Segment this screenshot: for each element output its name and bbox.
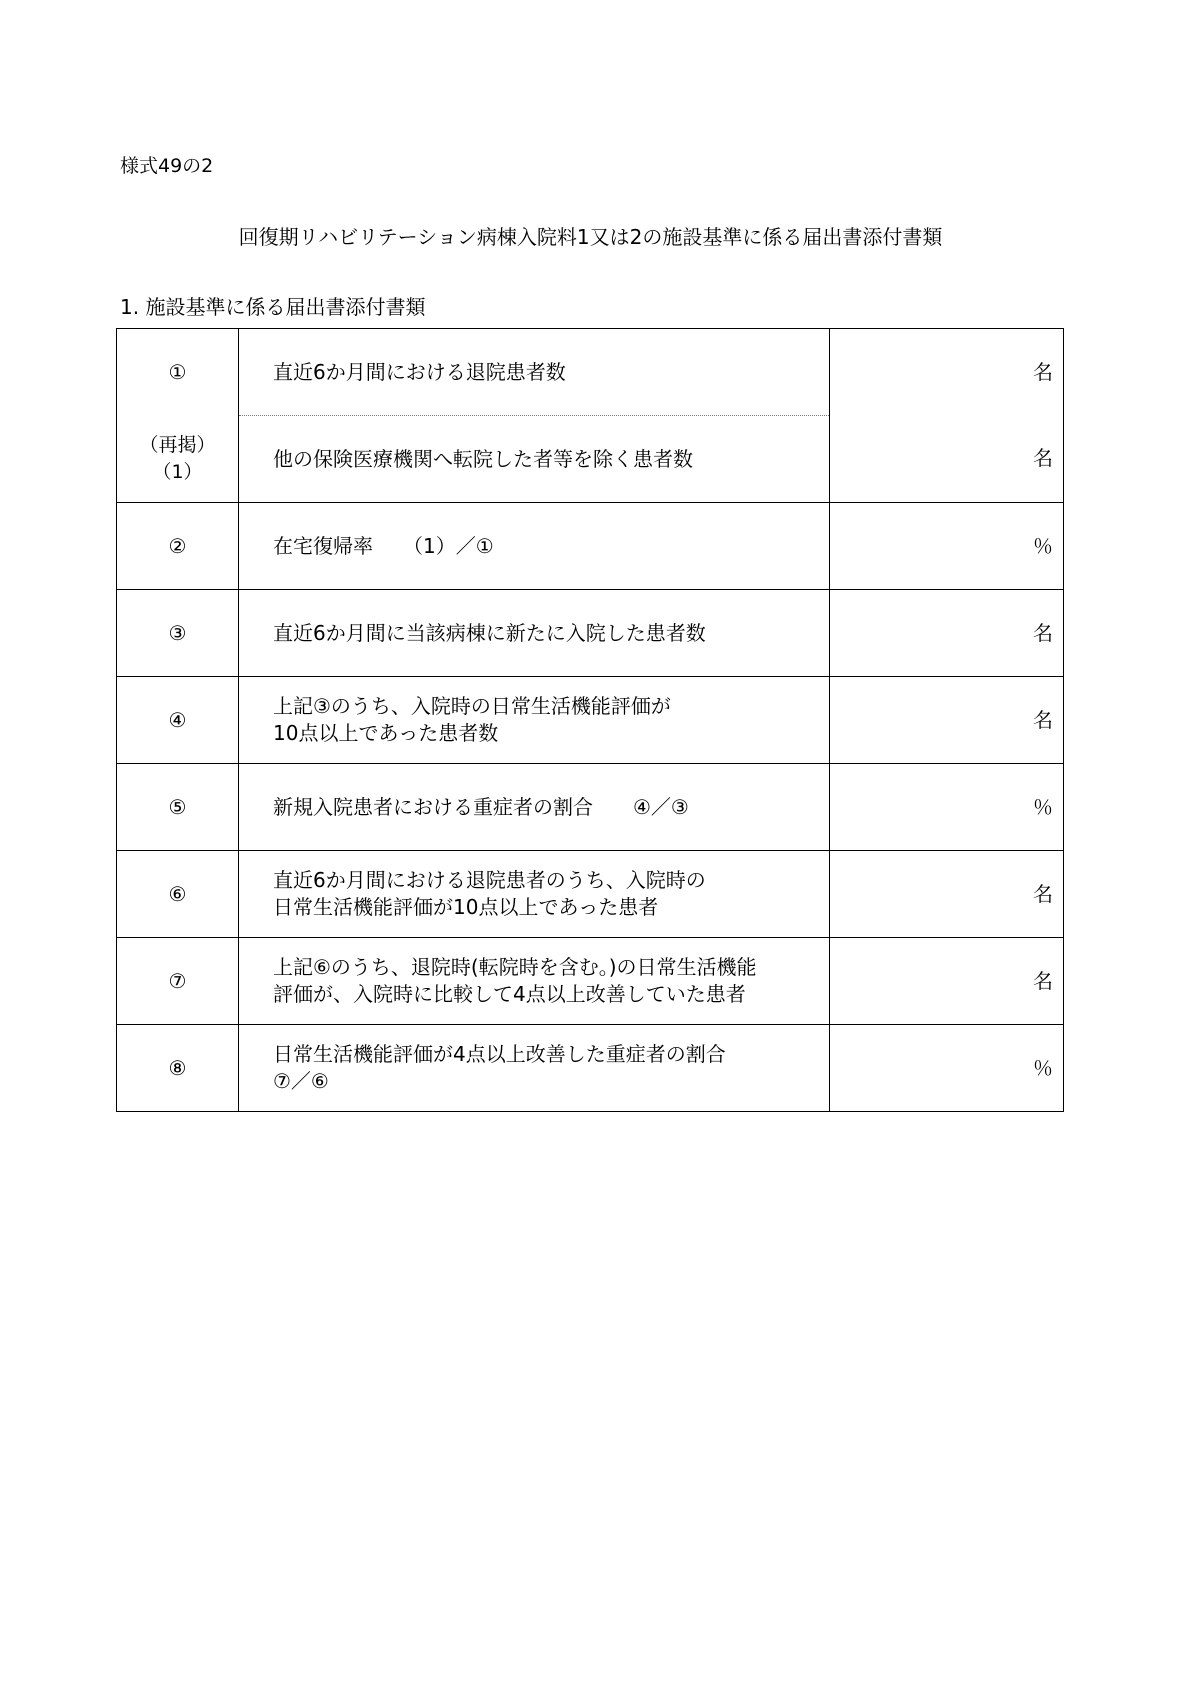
form-number: 様式49の2 bbox=[120, 155, 214, 177]
row-unit: ％ bbox=[830, 1025, 1064, 1112]
row-number bbox=[117, 416, 239, 503]
row-unit: 名 bbox=[830, 677, 1064, 764]
row-number-line: （再掲） bbox=[139, 433, 216, 456]
row-item bbox=[239, 503, 830, 590]
row-unit: 名 bbox=[830, 938, 1064, 1025]
criteria-table bbox=[116, 328, 1064, 1112]
row-unit: ％ bbox=[830, 503, 1064, 590]
row-item-line: 直近6か月間に当該病棟に新たに入院した患者数 bbox=[273, 620, 706, 645]
section-heading: 1. 施設基準に係る届出書添付書類 bbox=[120, 295, 426, 319]
table-row-8 bbox=[117, 1025, 1064, 1112]
row-item-line: 直近6か月間における退院患者数 bbox=[273, 359, 566, 384]
table-row-2 bbox=[117, 503, 1064, 590]
row-item bbox=[239, 851, 830, 938]
row-item-line: 新規入院患者における重症者の割合 ④／③ bbox=[273, 794, 689, 819]
row-item bbox=[239, 938, 830, 1025]
row-item bbox=[239, 590, 830, 677]
table-row-1 bbox=[117, 329, 1064, 416]
table-row-7 bbox=[117, 938, 1064, 1025]
row-item-line: 直近6か月間における退院患者のうち、入院時の bbox=[273, 868, 706, 892]
document-title: 回復期リハビリテーション病棟入院料1又は2の施設基準に係る届出書添付書類 bbox=[238, 225, 943, 249]
row-item-line: 在宅復帰率 （1）／① bbox=[273, 533, 494, 558]
row-item-line: 日常生活機能評価が10点以上であった患者 bbox=[273, 895, 659, 919]
row-number: ① bbox=[117, 329, 239, 416]
row-unit: 名 bbox=[830, 416, 1064, 503]
row-item-line: 他の保険医療機関へ転院した者等を除く患者数 bbox=[273, 446, 693, 471]
row-item-line: 日常生活機能評価が4点以上改善した重症者の割合 bbox=[273, 1042, 726, 1066]
row-item bbox=[239, 677, 830, 764]
row-unit: 名 bbox=[830, 590, 1064, 677]
row-number: ⑤ bbox=[117, 764, 239, 851]
row-item-line: ⑦／⑥ bbox=[273, 1069, 329, 1093]
row-number: ⑧ bbox=[117, 1025, 239, 1112]
table-row-5 bbox=[117, 764, 1064, 851]
row-unit: ％ bbox=[830, 764, 1064, 851]
row-number-line: （1） bbox=[152, 460, 203, 483]
row-item-line: 評価が、入院時に比較して4点以上改善していた患者 bbox=[273, 982, 746, 1006]
row-item-line: 上記③のうち、入院時の日常生活機能評価が bbox=[273, 694, 671, 718]
row-unit: 名 bbox=[830, 329, 1064, 416]
table-row-4 bbox=[117, 677, 1064, 764]
table-row-6 bbox=[117, 851, 1064, 938]
row-item-line: 10点以上であった患者数 bbox=[273, 721, 499, 745]
row-number: ⑦ bbox=[117, 938, 239, 1025]
table-row-3 bbox=[117, 590, 1064, 677]
row-number: ② bbox=[117, 503, 239, 590]
row-item bbox=[239, 764, 830, 851]
row-item bbox=[239, 329, 830, 416]
row-number: ③ bbox=[117, 590, 239, 677]
row-item bbox=[239, 416, 830, 503]
row-number: ⑥ bbox=[117, 851, 239, 938]
row-item-line: 上記⑥のうち、退院時(転院時を含む。)の日常生活機能 bbox=[273, 955, 757, 979]
row-item bbox=[239, 1025, 830, 1112]
row-unit: 名 bbox=[830, 851, 1064, 938]
row-number: ④ bbox=[117, 677, 239, 764]
table-row-1-sub bbox=[117, 416, 1064, 503]
